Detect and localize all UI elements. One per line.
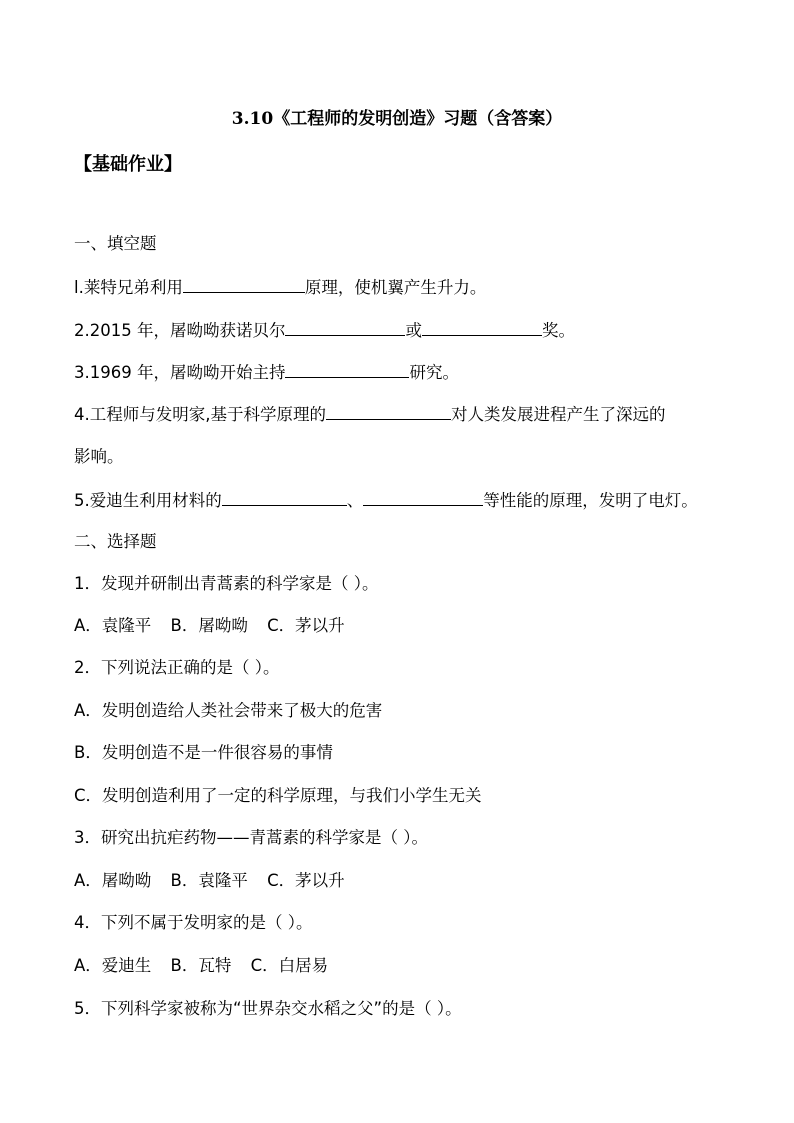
fill-q2-text-c: 奖。 <box>541 321 575 340</box>
answer-blank[interactable] <box>222 489 347 506</box>
fill-q4-continuation: 影响。 <box>74 447 124 466</box>
fill-q1-text-a: l.莱特兄弟利用 <box>74 278 183 297</box>
fill-q2-text-a: 2.2015 年，屠呦呦获诺贝尔 <box>74 321 286 340</box>
choice-q3-options <box>74 870 359 892</box>
answer-blank[interactable] <box>183 276 305 293</box>
answer-blank[interactable] <box>363 489 483 506</box>
option-b[interactable]: B．屠呦呦 <box>170 616 248 635</box>
fill-q4-text-a: 4.工程师与发明家,基于科学原理的 <box>74 405 326 424</box>
fill-question-3 <box>74 361 459 384</box>
fill-question-1 <box>74 276 486 299</box>
choice-q1-stem: 1．发现并研制出青蒿素的科学家是（ ）。 <box>74 574 379 593</box>
section-heading-basic: 【基础作业】 <box>74 154 182 175</box>
option-a[interactable]: A．袁隆平 <box>74 616 152 635</box>
fill-q5-text-b: 、 <box>346 491 364 510</box>
option-a[interactable]: A．发明创造给人类社会带来了极大的危害 <box>74 701 383 720</box>
page-title: 3.10《工程师的发明创造》习题（含答案） <box>231 109 563 129</box>
part2-heading: 二、选择题 <box>74 532 157 551</box>
choice-q4-stem: 4．下列不属于发明家的是（ ）。 <box>74 913 313 932</box>
choice-q5-stem: 5．下列科学家被称为“世界杂交水稻之父”的是（ ）。 <box>74 999 462 1018</box>
option-b[interactable]: B．发明创造不是一件很容易的事情 <box>74 743 333 762</box>
fill-q2-text-b: 或 <box>405 321 422 340</box>
fill-q5-text-a: 5.爱迪生利用材料的 <box>74 491 222 510</box>
option-c[interactable]: C．发明创造利用了一定的科学原理，与我们小学生无关 <box>74 786 482 805</box>
fill-q5-text-c: 等性能的原理，发明了电灯。 <box>483 491 698 510</box>
answer-blank[interactable] <box>422 319 542 336</box>
part1-heading: 一、填空题 <box>74 234 157 253</box>
option-b[interactable]: B．瓦特 <box>170 956 232 975</box>
fill-question-2 <box>74 319 575 342</box>
choice-q3-stem: 3．研究出抗疟药物——青蒿素的科学家是（ ）。 <box>74 828 428 847</box>
choice-q4-options <box>74 955 342 977</box>
fill-q3-text-b: 研究。 <box>409 363 459 382</box>
option-c[interactable]: C．白居易 <box>250 956 329 975</box>
answer-blank[interactable] <box>285 361 409 378</box>
fill-q4-text-b: 对人类发展进程产生了深远的 <box>451 405 666 424</box>
fill-question-5 <box>74 489 698 512</box>
answer-blank[interactable] <box>285 319 405 336</box>
fill-q1-text-b: 原理，使机翼产生升力。 <box>304 278 487 297</box>
choice-q1-options <box>74 615 359 637</box>
option-c[interactable]: C．茅以升 <box>267 871 345 890</box>
option-b[interactable]: B．袁隆平 <box>170 871 248 890</box>
fill-q3-text-a: 3.1969 年，屠呦呦开始主持 <box>74 363 286 382</box>
option-a[interactable]: A．屠呦呦 <box>74 871 152 890</box>
choice-q2-stem: 2．下列说法正确的是（ ）。 <box>74 658 280 677</box>
option-c[interactable]: C．茅以升 <box>267 616 345 635</box>
answer-blank[interactable] <box>326 403 451 420</box>
fill-question-4 <box>74 403 666 426</box>
option-a[interactable]: A．爱迪生 <box>74 956 152 975</box>
